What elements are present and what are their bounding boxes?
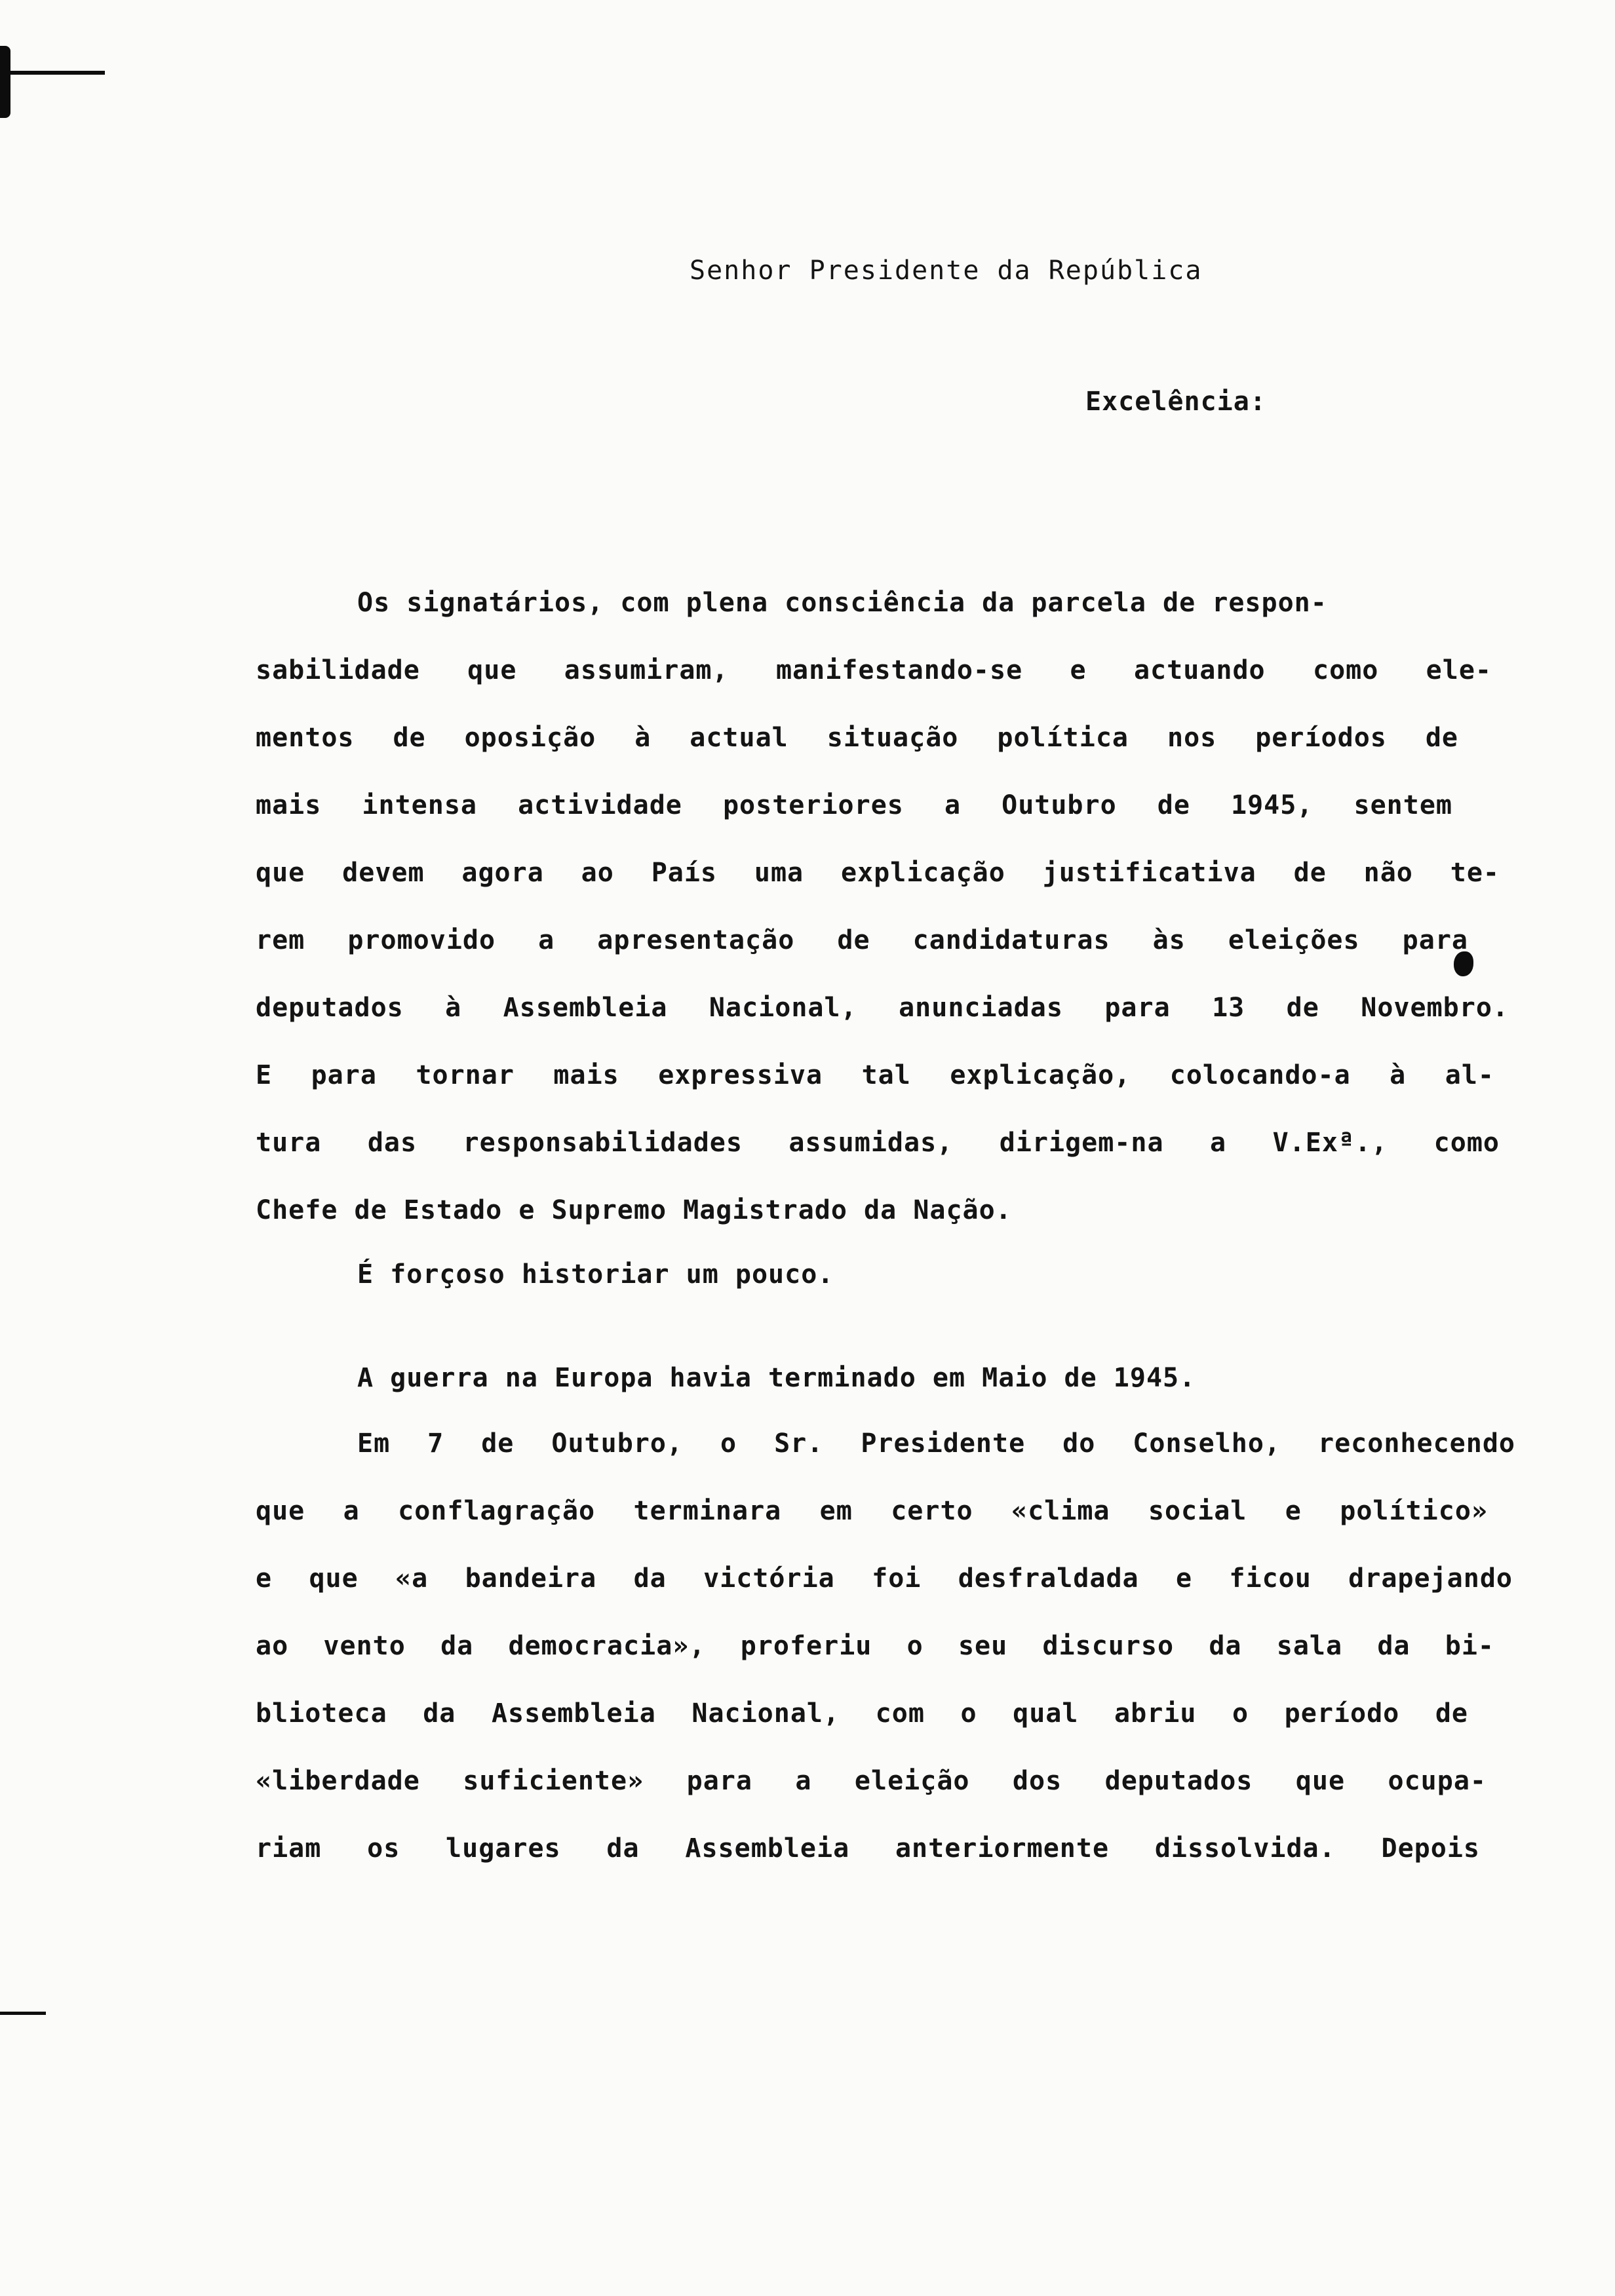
paragraph-1-line: sabilidade que assumiram, manifestando-se e actuando como ele-	[256, 655, 1492, 685]
paragraph-4-line: e que «a bandeira da victória foi desfraldada e ficou drapejando	[256, 1563, 1513, 1594]
paragraph-1-line: Chefe de Estado e Supremo Magistrado da Nação.	[256, 1195, 1012, 1225]
paragraph-1-line: que devem agora ao País uma explicação justificativa de não te-	[256, 858, 1500, 888]
paragraph-1-line: mais intensa actividade posteriores a Outubro de 1945, sentem	[256, 790, 1452, 820]
scan-binding-line	[7, 71, 105, 75]
paragraph-1-line: mentos de oposição à actual situação política nos períodos de	[256, 723, 1458, 753]
paragraph-1-line: E para tornar mais expressiva tal explicação, colocando-a à al-	[256, 1060, 1494, 1090]
paragraph-4-line: «liberdade suficiente» para a eleição dos deputados que ocupa-	[256, 1766, 1487, 1796]
paragraph-3: A guerra na Europa havia terminado em Maio de 1945.	[357, 1363, 1196, 1393]
paragraph-2: É forçoso historiar um pouco.	[357, 1259, 834, 1290]
paragraph-4-line: riam os lugares da Assembleia anteriormente dissolvida. Depois	[256, 1833, 1480, 1864]
paragraph-4-line: blioteca da Assembleia Nacional, com o qual abriu o período de	[256, 1698, 1468, 1729]
paragraph-4-line: Em 7 de Outubro, o Sr. Presidente do Conselho, reconhecendo	[357, 1428, 1515, 1459]
paragraph-1-line: deputados à Assembleia Nacional, anunciadas para 13 de Novembro.	[256, 993, 1509, 1023]
scan-margin-mark	[0, 2012, 46, 2015]
paragraph-4-line: ao vento da democracia», proferiu o seu discurso da sala da bi-	[256, 1631, 1494, 1661]
paragraph-1-line: Os signatários, com plena consciência da parcela de respon-	[357, 588, 1327, 618]
scan-binding-mark	[0, 46, 10, 118]
paragraph-4-line: que a conflagração terminara em certo «clima social e político»	[256, 1496, 1488, 1526]
salutation: Senhor Presidente da República	[690, 256, 1203, 286]
paragraph-1-line: tura das responsabilidades assumidas, dirigem-na a V.Exª., como	[256, 1128, 1500, 1158]
paragraph-1-line: rem promovido a apresentação de candidaturas às eleições para	[256, 925, 1468, 955]
greeting: Excelência:	[1085, 387, 1266, 417]
